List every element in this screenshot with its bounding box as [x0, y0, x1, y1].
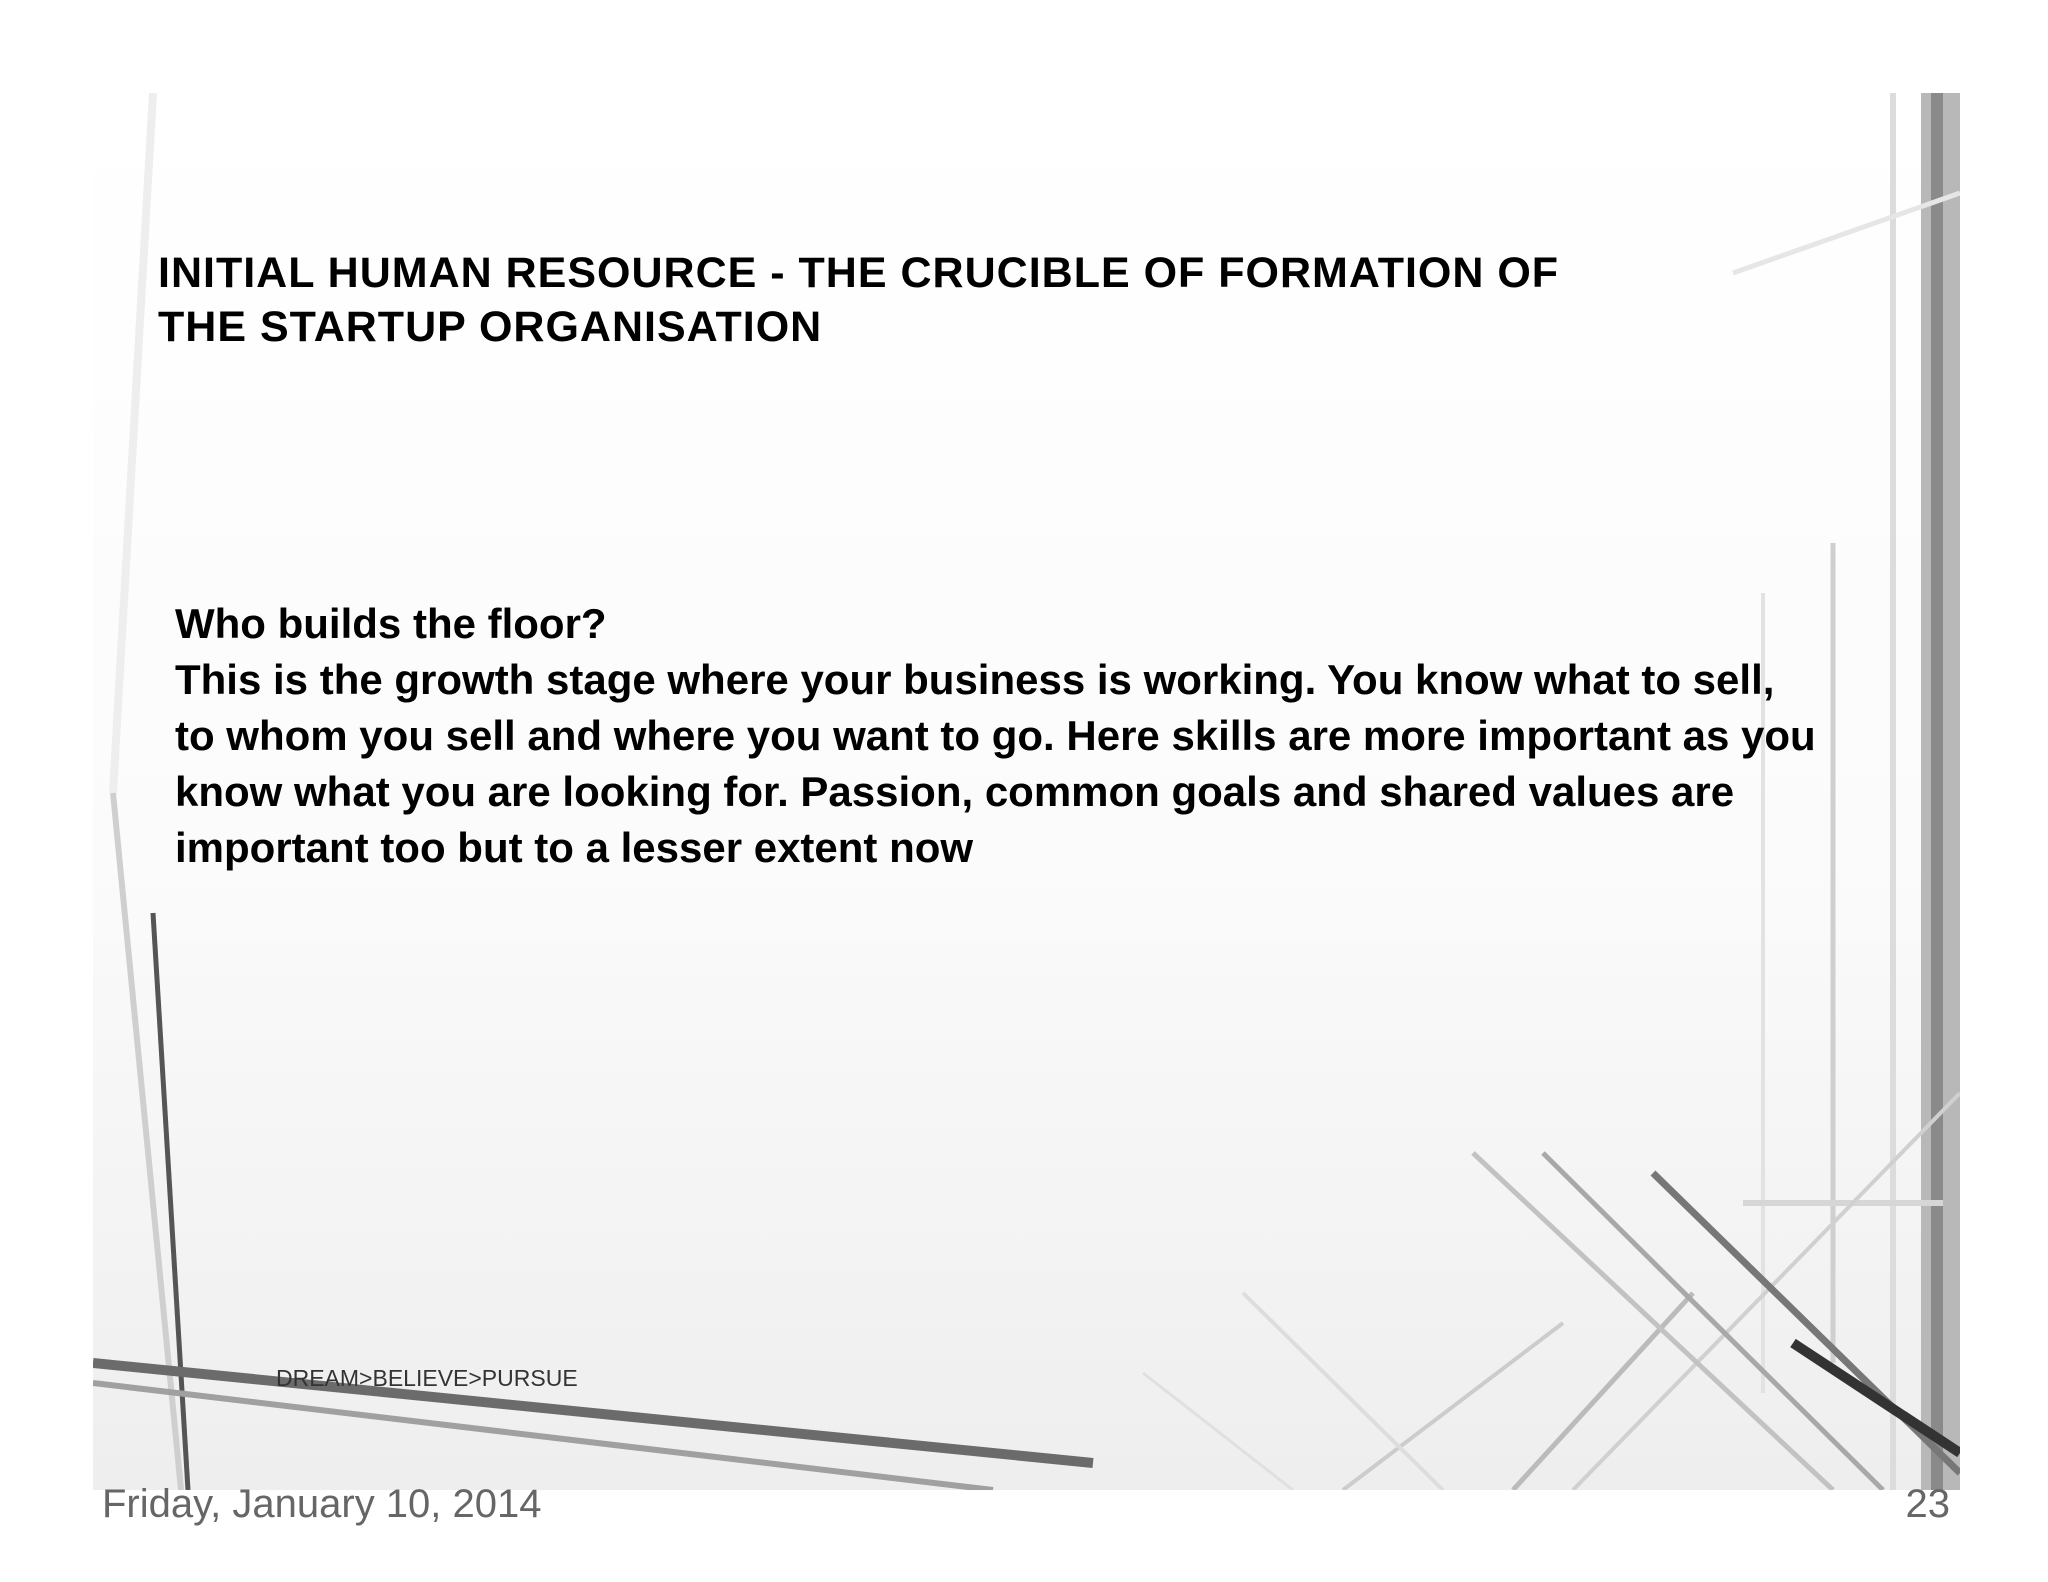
- slide-tagline: DREAM>BELIEVE>PURSUE: [276, 1365, 578, 1391]
- slide-body: [175, 596, 1825, 876]
- footer-date: Friday, January 10, 2014: [102, 1482, 542, 1526]
- slide-title: INITIAL HUMAN RESOURCE - THE CRUCIBLE OF FORMATION OF THE STARTUP ORGANISATION: [158, 249, 1560, 351]
- slide-paragraph: This is the growth stage where your business is working. You know what to sell, to whom you sell and where you want to go. Here skills are more important as you know what you are looking for. Passion, common goals and shared values are important too but to a lesser extent now: [175, 656, 1816, 871]
- slide-question: Who builds the floor?: [175, 600, 607, 647]
- page-number: 23: [1905, 1482, 1950, 1526]
